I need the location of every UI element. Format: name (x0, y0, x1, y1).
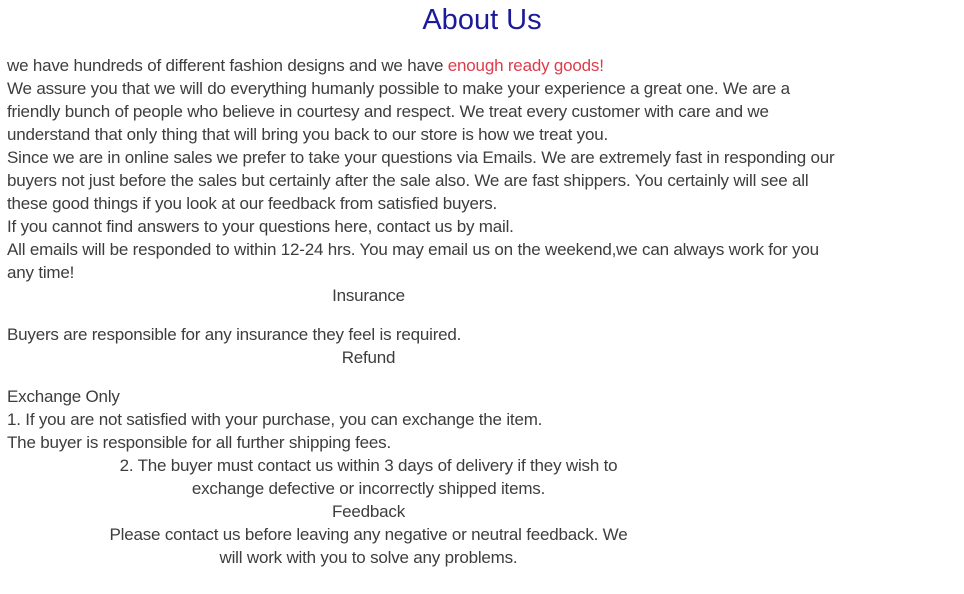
text-line: We assure you that we will do everything humanly possible to make your experience a great one. We are a (7, 79, 790, 98)
feedback-text-line: Please contact us before leaving any negative or neutral feedback. We (109, 525, 628, 544)
exchange-rule-line: 1. If you are not satisfied with your purchase, you can exchange the item. (7, 410, 543, 429)
intro-line (0, 54, 964, 77)
exchange-rule-line: exchange defective or incorrectly shipped items. (191, 479, 546, 498)
page-title: About Us (422, 4, 542, 36)
exchange-rule-line: 2. The buyer must contact us within 3 days of delivery if they wish to (119, 456, 618, 475)
text-line: these good things if you look at our feedback from satisfied buyers. (7, 194, 498, 213)
insurance-heading: Insurance (332, 286, 405, 305)
feedback-text-line: will work with you to solve any problems. (219, 548, 518, 567)
text-line: All emails will be responded to within 12-24 hrs. You may email us on the weekend,we can always work for you (7, 240, 819, 259)
insurance-text-line: Buyers are responsible for any insurance they feel is required. (7, 325, 462, 344)
text-line: any time! (7, 263, 75, 282)
text-line: understand that only thing that will bring you back to our store is how we treat you. (7, 125, 609, 144)
text-line: If you cannot find answers to your questions here, contact us by mail. (7, 217, 514, 236)
text-line: friendly bunch of people who believe in courtesy and respect. We treat every customer with care and we (7, 102, 769, 121)
about-us-content (0, 54, 964, 569)
feedback-heading: Feedback (331, 502, 406, 521)
blank-line (0, 369, 964, 385)
text-line: buyers not just before the sales but certainly after the sale also. We are fast shippers. You certainly will see all (7, 171, 809, 190)
exchange-rule-line: The buyer is responsible for all further shipping fees. (7, 433, 391, 452)
ready-goods-highlight: enough ready goods! (447, 56, 604, 75)
exchange-only-label: Exchange Only (7, 387, 120, 406)
intro-text: we have hundreds of different fashion designs and we have (7, 56, 448, 75)
blank-line (0, 307, 964, 323)
refund-heading: Refund (341, 348, 396, 367)
text-line: Since we are in online sales we prefer to take your questions via Emails. We are extremely fast in responding our (7, 148, 835, 167)
